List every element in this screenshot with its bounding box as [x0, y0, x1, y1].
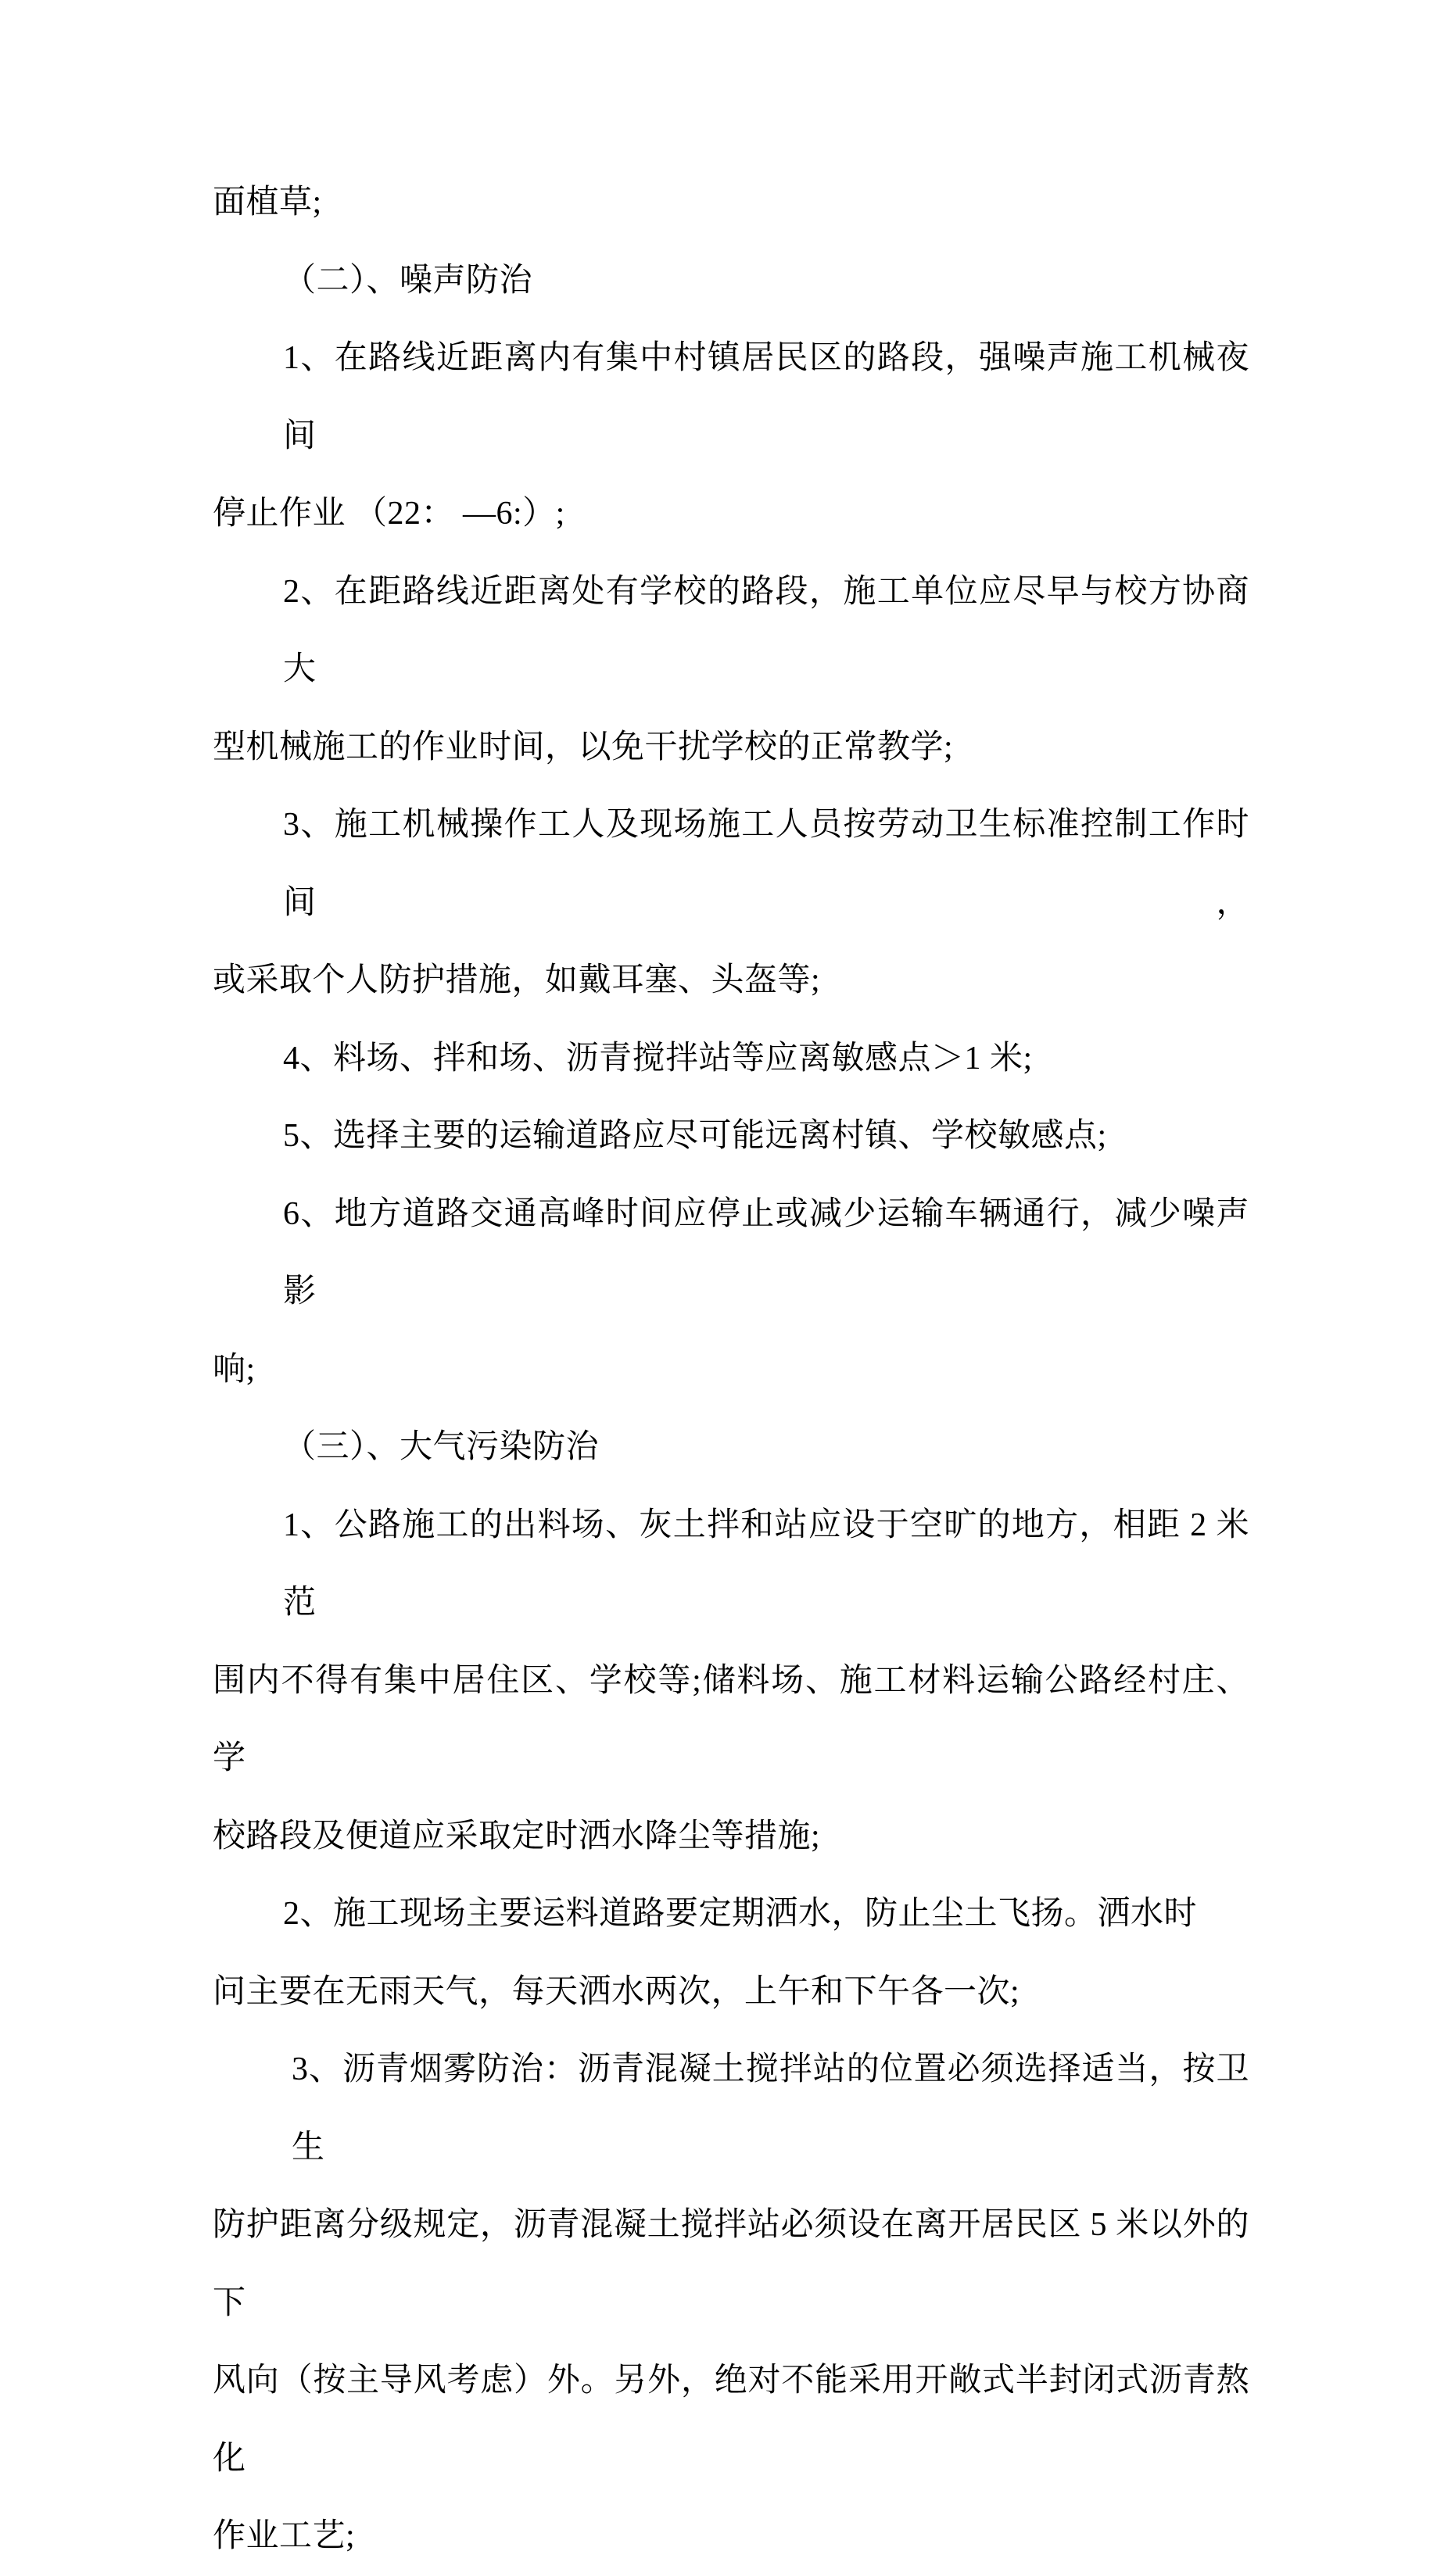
- text-line: 风向（按主导风考虑）外。另外，绝对不能采用开敞式半封闭式沥青熬化: [213, 2363, 1249, 2477]
- text-line: 围内不得有集中居住区、学校等;储料场、施工材料运输公路经村庄、学: [213, 1662, 1249, 1776]
- text-line: 1、公路施工的出料场、灰土拌和站应设于空旷的地方，相距 2 米范: [283, 1507, 1249, 1621]
- text-line: 4、料场、拌和场、沥青搅拌站等应离敏感点＞1 米;: [283, 1040, 1033, 1077]
- text-line: 作业工艺;: [213, 2518, 356, 2554]
- text-line: 3、施工机械操作工人及现场施工人员按劳动卫生标准控制工作时间，: [283, 807, 1249, 921]
- text-line: （二）、噪声防治: [283, 262, 533, 299]
- text-line: 或采取个人防护措施，如戴耳塞、头盔等;: [213, 962, 821, 998]
- text-line: 停止作业 （22： —6:）;: [213, 496, 565, 532]
- text-line: 6、地方道路交通高峰时间应停止或减少运输车辆通行，减少噪声影: [283, 1195, 1249, 1309]
- text-line: 3、沥青烟雾防治：沥青混凝土搅拌站的位置必须选择适当，按卫生: [292, 2051, 1249, 2166]
- text-line: 型机械施工的作业时间，以免干扰学校的正常教学;: [213, 729, 954, 765]
- text-line: 响;: [213, 1351, 256, 1388]
- text-line: 防护距离分级规定，沥青混凝土搅拌站必须设在离开居民区 5 米以外的下: [213, 2207, 1249, 2321]
- text-line: 1、在路线近距离内有集中村镇居民区的路段，强噪声施工机械夜间: [283, 340, 1249, 454]
- text-line: 2、施工现场主要运料道路要定期洒水，防止尘土飞扬。洒水时: [283, 1896, 1198, 1932]
- text-line: 校路段及便道应采取定时洒水降尘等措施;: [213, 1818, 821, 1854]
- text-line: 2、在距路线近距离处有学校的路段，施工单位应尽早与校方协商大: [283, 573, 1249, 687]
- text-line: 问主要在无雨天气，每天洒水两次，上午和下午各一次;: [213, 1973, 1020, 2010]
- text-line: （三）、大气污染防治: [283, 1429, 600, 1465]
- text-line: 面植草;: [213, 185, 322, 220]
- document-text: [213, 164, 1249, 2576]
- text-line: 5、选择主要的运输道路应尽可能远离村镇、学校敏感点;: [283, 1118, 1107, 1154]
